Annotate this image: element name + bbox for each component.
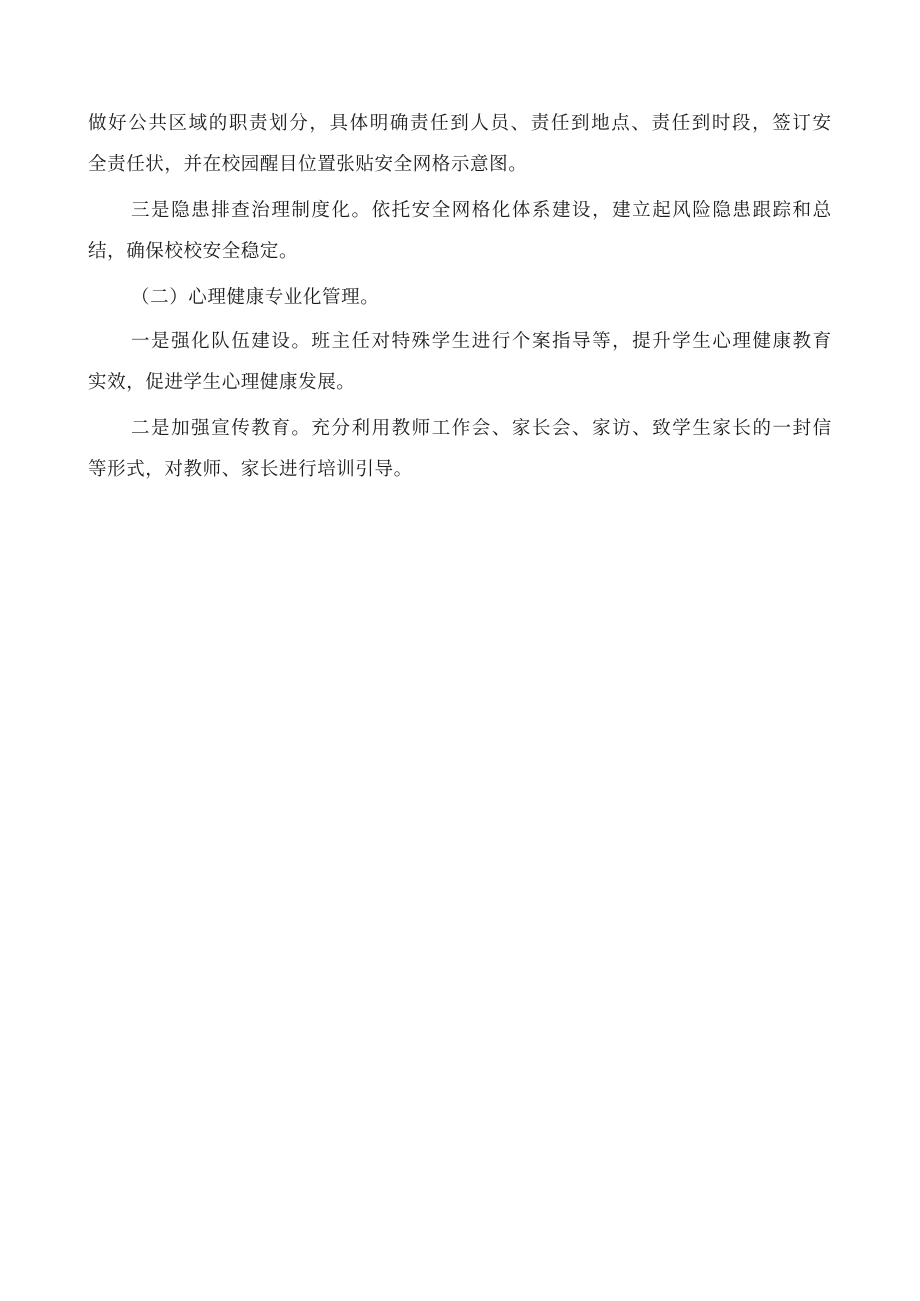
- paragraph-1-line-2: 全责任状，并在校园醒目位置张贴安全网格示意图。: [88, 154, 528, 175]
- paragraph-3-line-1: 一 是 强 化 队 伍 建 设 。 班 主 任 对 特 殊 学 生 进 行 个 案 指 导 等 ， 提 升 学 生 心 理 健 康 教 育: [131, 331, 832, 352]
- paragraph-3-line-2: 实效，促进学生心理健康发展。: [88, 372, 356, 393]
- paragraph-1-line-1: 做 好 公 共 区 域 的 职 责 划 分 ， 具 体 明 确 责 任 到 人 员 、 责 任 到 地 点 、 责 任 到 时 段 ， 签 订 安: [88, 113, 832, 134]
- paragraph-2-line-2: 结，确保校校安全稳定。: [88, 241, 299, 262]
- paragraph-4-line-1: 二 是 加 强 宣 传 教 育 。 充 分 利 用 教 师 工 作 会 、 家 长 会 、 家 访 、 致 学 生 家 长 的 一 封 信: [131, 418, 832, 439]
- section-heading: （二）心理健康专业化管理。: [131, 287, 380, 308]
- paragraph-2-line-1: 三 是 隐 患 排 查 治 理 制 度 化 。 依 托 安 全 网 格 化 体 系 建 设 ， 建 立 起 风 险 隐 患 跟 踪 和 总: [131, 200, 832, 221]
- paragraph-4-line-2: 等形式，对教师、家长进行培训引导。: [88, 459, 413, 480]
